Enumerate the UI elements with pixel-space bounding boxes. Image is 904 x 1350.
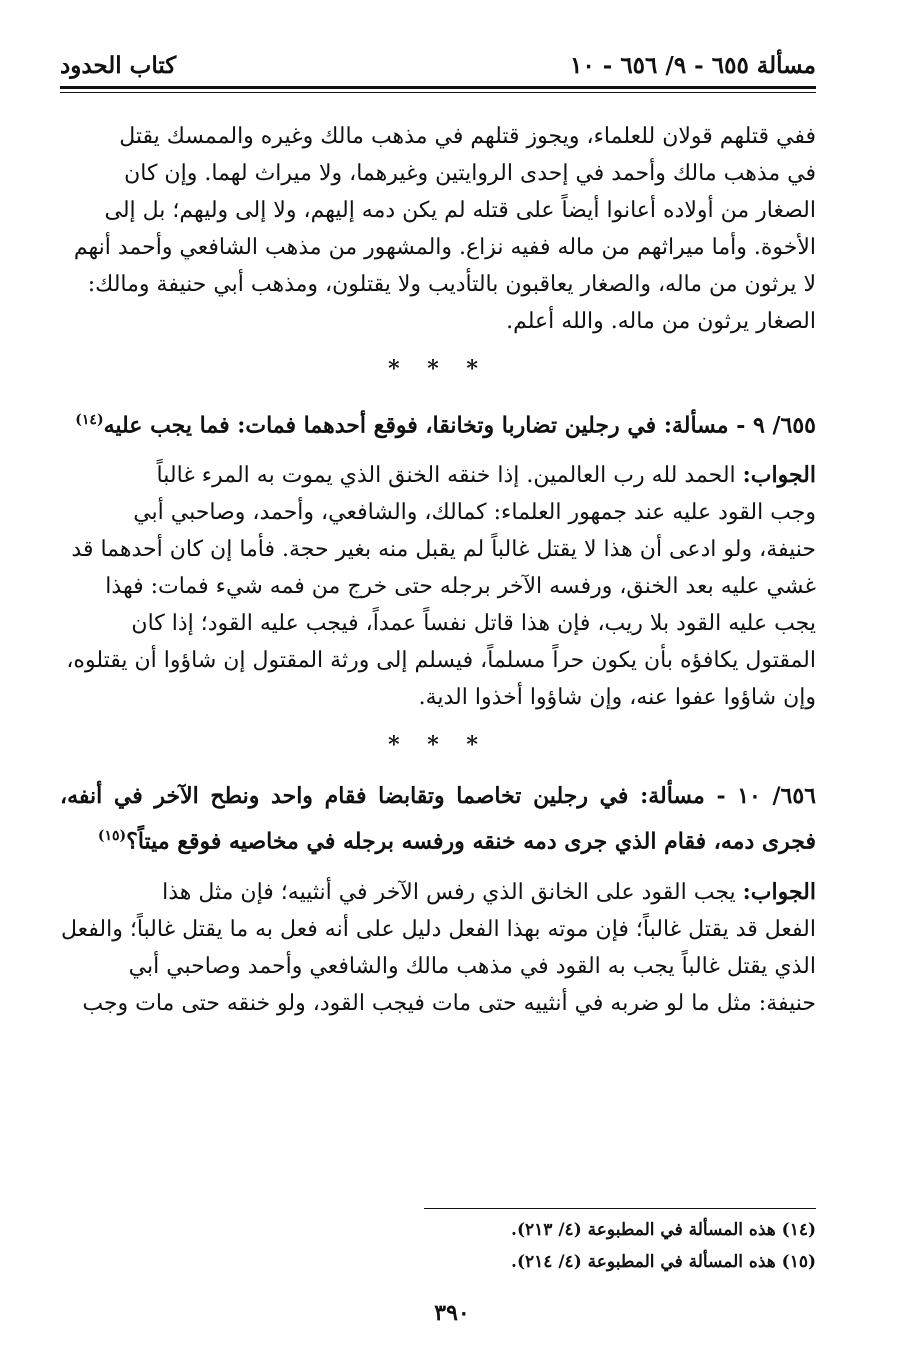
question-text: ٦٥٥/ ٩ - مسألة: في رجلين تضاربا وتخانقا، فوقع أحدهما فمات: فما يجب عليه xyxy=(103,412,816,439)
text-line: ففي قتلهم قولان للعلماء، ويجوز قتلهم في مذهب مالك وغيره والممسك يقتل xyxy=(119,124,816,149)
text-line: وإن شاؤوا عفوا عنه، وإن شاؤوا أخذوا الدية. xyxy=(418,685,816,711)
answer-label: الجواب: xyxy=(742,878,816,905)
question-656 xyxy=(60,776,816,861)
question-655 xyxy=(60,400,816,445)
footnote-marker: (١٤) xyxy=(75,412,104,428)
text-line: وجب القود عليه عند جمهور العلماء: كمالك، والشافعي، وأحمد، وصاحبي أبي xyxy=(133,500,816,526)
header-rule-thin xyxy=(60,92,816,93)
section-separator: * * * xyxy=(388,732,488,759)
text-line: حنيفة، ولو ادعى أن هذا لا يقتل غالباً لم يقبل منه بغير حجة. فأما إن كان أحدهما قد xyxy=(71,537,816,563)
header-rule-thick xyxy=(60,86,816,89)
page-header xyxy=(60,52,816,82)
section-separator: * * * xyxy=(388,356,488,382)
text-line: يجب عليه القود بلا ريب، فإن هذا قاتل نفساً عمداً، فيجب عليه القود؛ إذا كان xyxy=(131,611,816,637)
footnote-15: (١٥) هذه المسألة في المطبوعة (٤/ ٢١٤). xyxy=(511,1252,816,1272)
text-line: حنيفة: مثل ما لو ضربه في أنثييه حتى مات فيجب القود، ولو خنقه حتى مات وجب xyxy=(82,990,816,1016)
text-line: الأخوة. وأما ميراثهم من ماله ففيه نزاع. والمشهور من مذهب الشافعي وأحمد أنهم xyxy=(73,235,816,260)
text-line: لا يرثون من ماله، والصغار يعاقبون بالتأديب ولا يقتلون، ومذهب أبي حنيفة ومالك: xyxy=(87,272,816,297)
answer-655 xyxy=(60,457,816,716)
text-line: المقتول يكافؤه بأن يكون حراً مسلماً، فيسلم إلى ورثة المقتول إن شاؤوا أن يقتلوه، xyxy=(66,648,816,674)
answer-label: الجواب: xyxy=(742,462,816,489)
answer-text: الحمد لله رب العالمين. إذا خنقه الخنق الذي يموت به المرء غالباً xyxy=(156,463,736,489)
text-line: الصغار من أولاده أعانوا أيضاً على قتله لم يكن دمه إليهم، ولا إلى وليهم؛ بل إلى xyxy=(104,198,816,223)
text-line: الذي يقتل غالباً يجب به القود في مذهب مالك والشافعي وأحمد وصاحبي أبي xyxy=(128,953,816,979)
footnote-rule xyxy=(424,1208,816,1209)
page-body xyxy=(60,118,816,1022)
text-line xyxy=(60,874,816,911)
answer-text: يجب القود على الخانق الذي رفس الآخر في أنثييه؛ فإن مثل هذا xyxy=(162,879,736,905)
footnote-14: (١٤) هذه المسألة في المطبوعة (٤/ ٢١٣). xyxy=(511,1220,816,1240)
text-line: غشي عليه بعد الخنق، ورفسه الآخر برجله حتى خرج من فمه شيء فمات: فهذا xyxy=(105,574,816,600)
answer-656 xyxy=(60,874,816,1022)
footnotes xyxy=(60,1214,816,1278)
question-text: ٦٥٦/ ١٠ - مسألة: في رجلين تخاصما وتقابضا فقام واحد ونطح الآخر في أنفه، فجرى دمه، فقام الذي جرى دمه خنقه ورفسه برجله في مخاصيه فوقع ميتاً؟ xyxy=(60,783,816,855)
text-line: الفعل قد يقتل غالباً؛ فإن موته بهذا الفعل دليل على أنه فعل به ما يقتل غالباً؛ والفعل xyxy=(61,916,816,942)
intro-paragraph xyxy=(60,118,816,340)
text-line xyxy=(60,457,816,494)
book-title: كتاب الحدود xyxy=(60,52,177,79)
text-line: الصغار يرثون من ماله. والله أعلم. xyxy=(506,309,816,334)
page-number: ٣٩٠ xyxy=(434,1300,470,1326)
text-line: في مذهب مالك وأحمد في إحدى الروايتين وغيرهما، ولا ميراث لهما. وإن كان xyxy=(124,161,816,186)
running-title: مسألة ٦٥٥ - ٩/ ٦٥٦ - ١٠ xyxy=(570,52,816,79)
footnote-marker: (١٥) xyxy=(97,828,127,845)
